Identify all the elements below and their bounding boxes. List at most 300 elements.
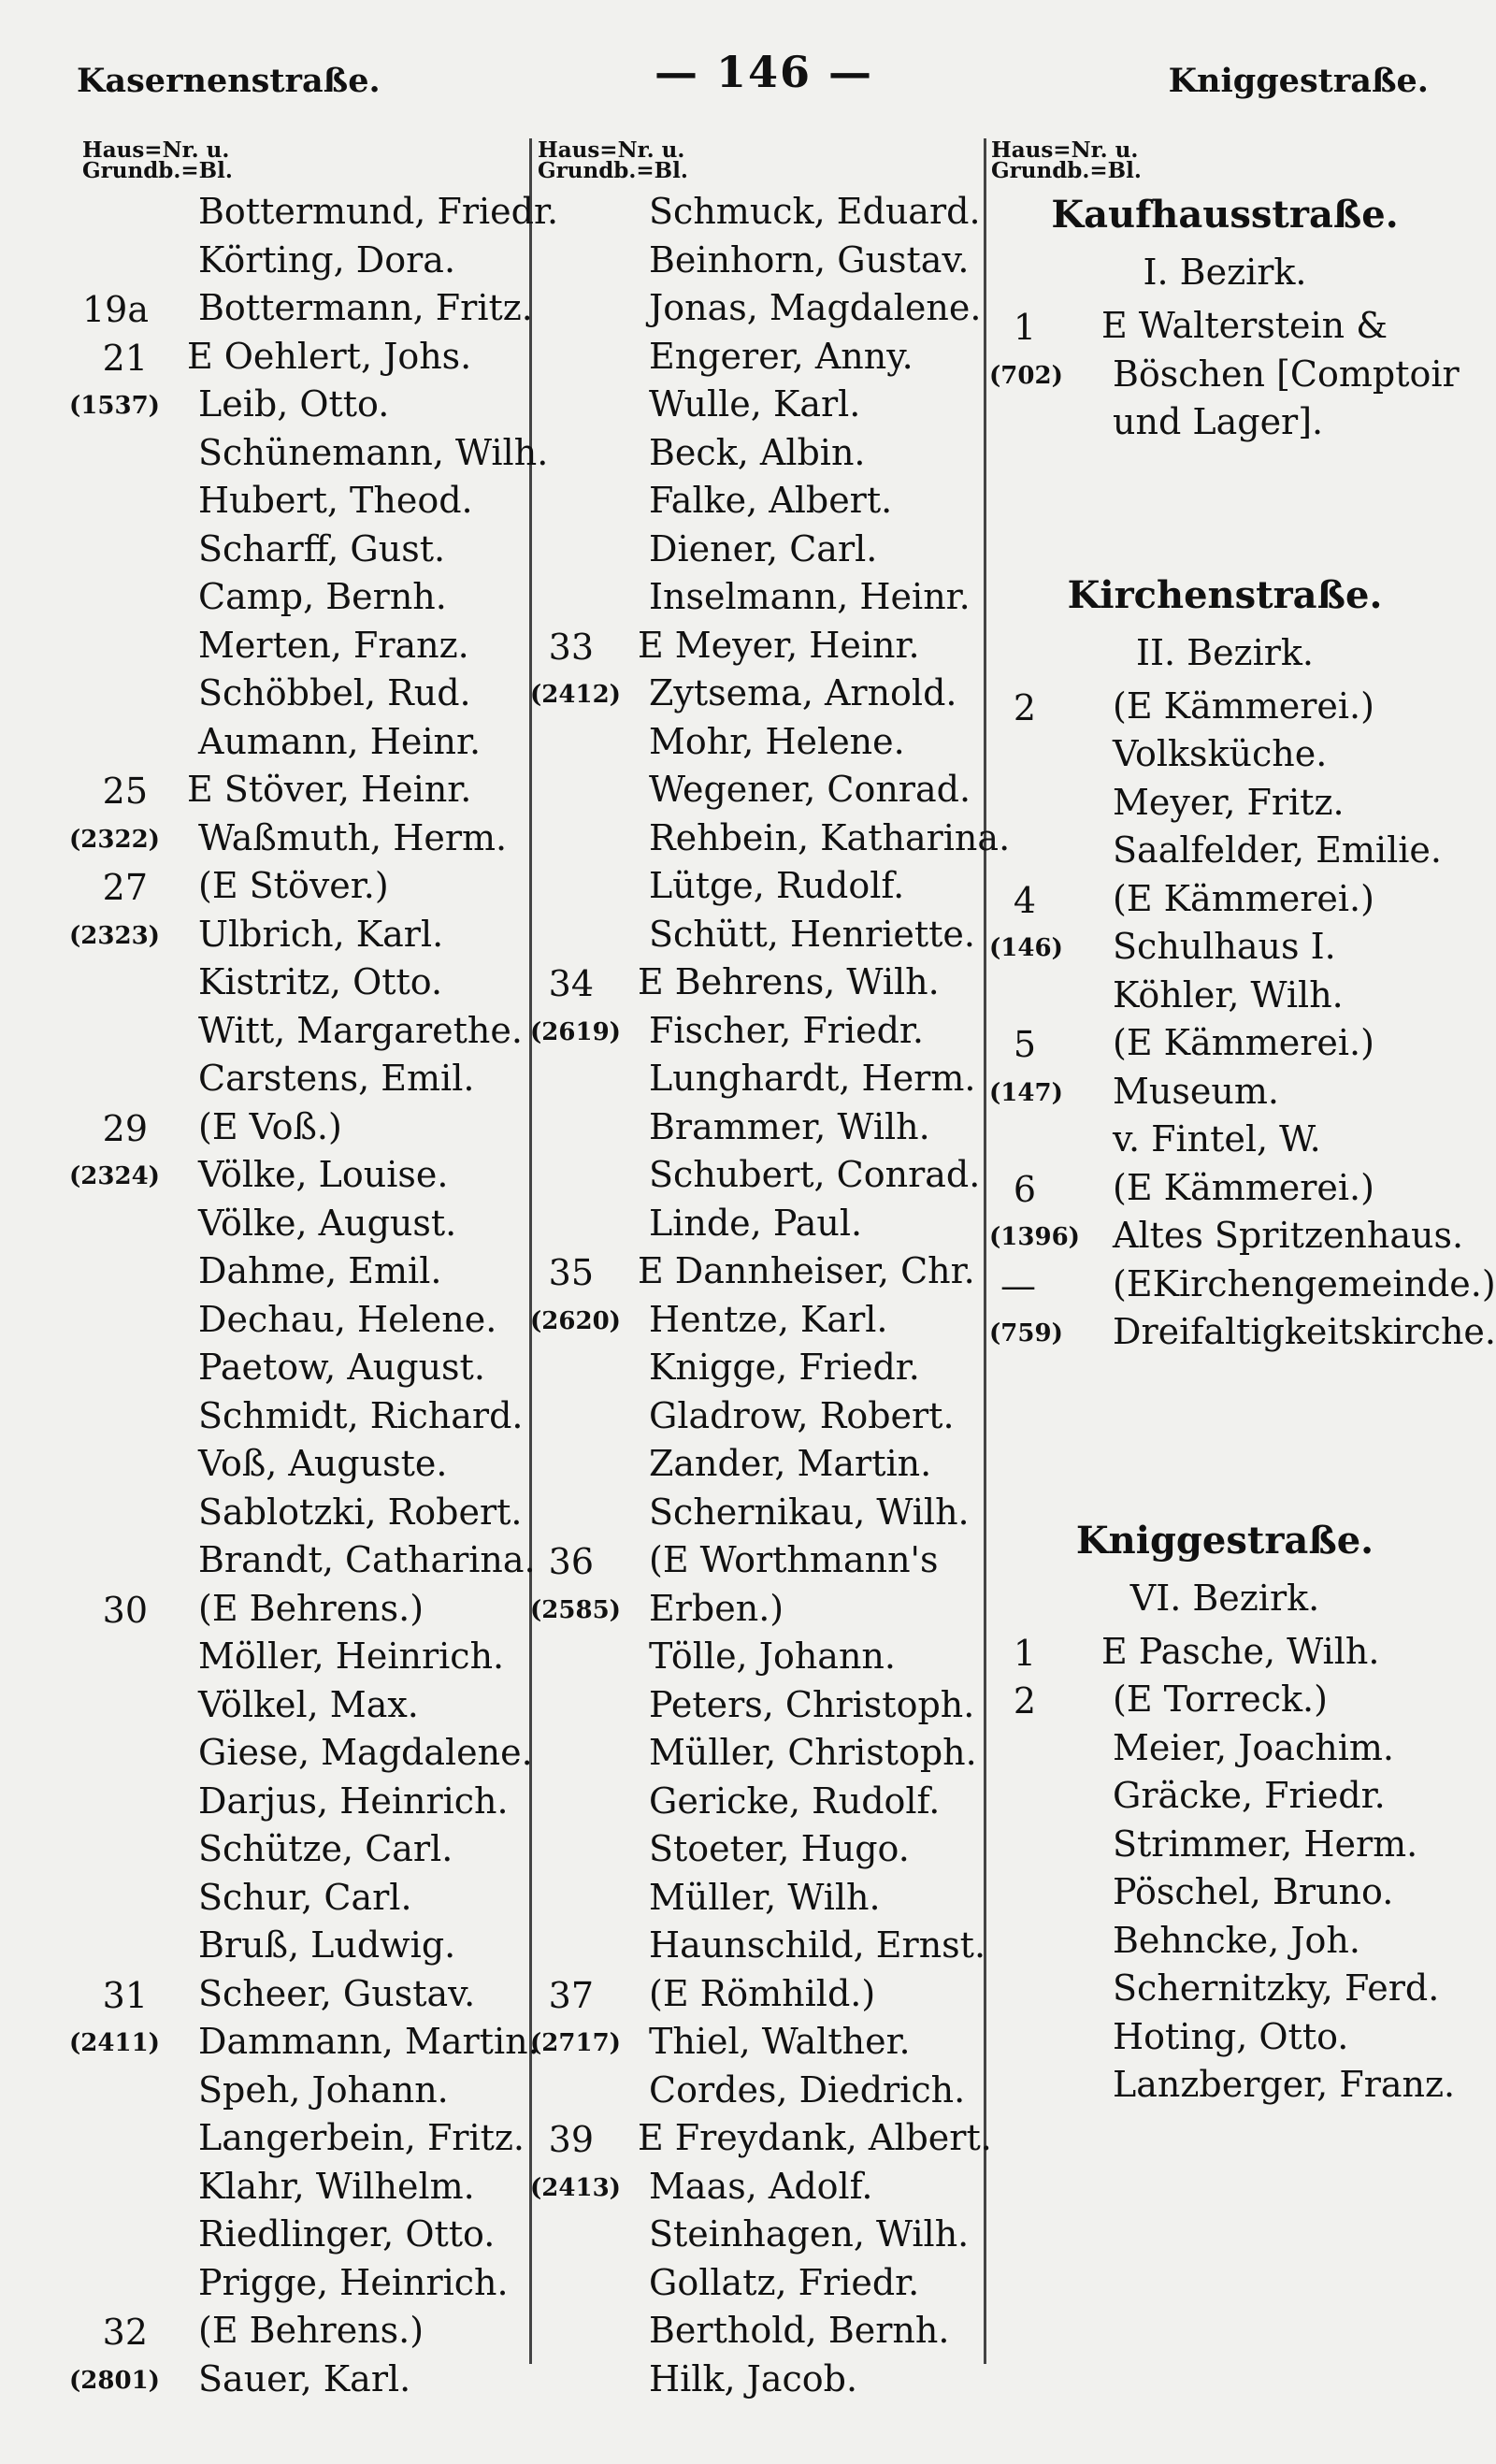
district-heading: I. Bezirk.	[1143, 252, 1307, 293]
directory-entry	[82, 523, 526, 571]
name-text: Witt, Margarethe.	[198, 1009, 523, 1051]
resident-name	[187, 191, 558, 232]
directory-entry	[538, 281, 982, 330]
directory-entry	[82, 330, 526, 379]
resident-name	[638, 2069, 965, 2111]
name-text: Brandt, Catharina.	[198, 1539, 536, 1580]
directory-entry	[538, 523, 982, 571]
directory-entry	[538, 2064, 982, 2112]
resident-name	[187, 239, 455, 281]
directory-entry	[82, 2160, 526, 2209]
resident-name	[187, 1539, 536, 1580]
directory-entry	[530, 2160, 982, 2209]
name-text: Engerer, Anny.	[649, 335, 913, 377]
resident-name	[638, 336, 913, 377]
grundbuch-number: (2801)	[69, 2366, 160, 2395]
resident-name	[187, 1154, 448, 1195]
resident-name	[638, 2021, 911, 2062]
resident-name	[187, 2358, 410, 2399]
name-text: Prigge, Heinrich.	[198, 2261, 509, 2303]
resident-name	[1101, 1167, 1374, 1208]
resident-name	[1101, 1775, 1386, 1816]
resident-name	[187, 2069, 449, 2111]
resident-name	[638, 432, 866, 473]
resident-name	[638, 1250, 975, 1291]
entry-list	[530, 185, 1011, 2400]
name-text: Riedlinger, Otto.	[198, 2213, 496, 2255]
grundbuch-number: (2322)	[69, 825, 160, 854]
name-text: und Lager].	[1113, 401, 1324, 442]
column-header-line2: Grundb.=Bl.	[538, 158, 688, 183]
name-text: Strimmer, Herm.	[1113, 1823, 1418, 1865]
directory-entry	[82, 426, 549, 475]
resident-name	[638, 383, 860, 425]
resident-name	[638, 287, 981, 328]
name-text: Gräcke, Friedr.	[1113, 1775, 1386, 1816]
resident-name	[1101, 685, 1374, 727]
directory-entry	[991, 1962, 1459, 2010]
page-number: — 146 —	[654, 47, 874, 97]
name-text: Wulle, Karl.	[649, 383, 861, 425]
name-text: Steinhagen, Wilh.	[649, 2213, 970, 2255]
grundbuch-number: (2717)	[530, 2029, 621, 2057]
name-text: Brammer, Wilh.	[649, 1105, 930, 1147]
resident-name	[187, 287, 533, 328]
directory-entry	[538, 956, 982, 1004]
name-text: Schütt, Henriette.	[649, 913, 975, 955]
owner-marker: E	[187, 769, 213, 810]
name-text: Cordes, Diedrich.	[649, 2068, 966, 2111]
name-text: Tölle, Johann.	[649, 1635, 896, 1677]
directory-entry	[538, 570, 982, 619]
directory-entry	[538, 1679, 982, 1727]
resident-name	[187, 914, 443, 955]
house-number: 2	[1013, 686, 1036, 728]
name-text: Linde, Paul.	[649, 1202, 863, 1244]
resident-name	[187, 1058, 474, 1099]
directory-entry	[82, 1679, 526, 1727]
resident-name	[1101, 353, 1460, 395]
name-text: Dechau, Helene.	[198, 1298, 497, 1340]
directory-entry	[82, 2304, 526, 2353]
name-text: Bottermann, Fritz.	[198, 287, 533, 328]
resident-name	[1101, 305, 1388, 346]
name-text: Dreifaltigkeitskirche.	[1113, 1311, 1496, 1352]
house-number: 34	[548, 963, 594, 1004]
resident-name	[1101, 1727, 1394, 1768]
name-text: Schöbbel, Rud.	[198, 672, 471, 713]
name-text: Museum.	[1113, 1070, 1279, 1112]
name-text: Völke, August.	[198, 1202, 457, 1244]
name-text: Hubert, Theod.	[198, 480, 473, 521]
resident-name	[638, 576, 971, 617]
owner-marker: E	[1101, 1630, 1128, 1672]
resident-name	[1101, 733, 1327, 774]
name-text: Camp, Bernh.	[198, 576, 447, 617]
name-text: Oehlert, Johs.	[223, 335, 472, 377]
directory-entry	[69, 378, 526, 426]
directory-entry	[991, 920, 1459, 969]
resident-name	[638, 1106, 930, 1147]
name-text: Hilk, Jacob.	[649, 2357, 858, 2399]
directory-entry	[991, 824, 1459, 872]
directory-entry	[538, 1148, 982, 1197]
name-text: (E Kämmerei.)	[1113, 1022, 1374, 1063]
directory-entry	[538, 763, 982, 812]
directory-entry	[530, 2015, 982, 2064]
directory-entry	[991, 1258, 1496, 1306]
directory-entry	[530, 1004, 982, 1053]
directory-entry	[989, 1209, 1464, 1258]
directory-entry	[82, 956, 526, 1004]
resident-name	[1101, 974, 1344, 1016]
directory-entry	[538, 2353, 982, 2401]
directory-entry	[82, 1486, 526, 1535]
name-text: Zytsema, Arnold.	[649, 672, 957, 713]
owner-marker: E	[187, 335, 213, 377]
directory-entry	[991, 1625, 1459, 1674]
directory-entry	[82, 1293, 526, 1342]
resident-name	[638, 1973, 875, 2014]
resident-name	[638, 239, 969, 281]
resident-name	[638, 1395, 955, 1436]
name-text: Stoeter, Hugo.	[649, 1828, 910, 1869]
resident-name	[187, 1395, 523, 1436]
directory-entry	[530, 667, 982, 715]
name-text: Möller, Heinrich.	[198, 1635, 505, 1677]
running-head-left: Kasernenstraße.	[77, 62, 381, 100]
street-section	[989, 566, 1496, 1354]
name-text: Meyer, Heinr.	[674, 624, 920, 666]
directory-entry	[538, 1919, 986, 1967]
directory-entry	[991, 1113, 1459, 1161]
house-number: 27	[102, 867, 148, 908]
house-number: 35	[548, 1252, 594, 1293]
name-text: Diener, Carl.	[649, 527, 878, 569]
grundbuch-number: (2585)	[530, 1595, 621, 1624]
directory-entry	[82, 1726, 533, 1775]
resident-name	[638, 191, 981, 232]
directory-entry	[82, 2256, 526, 2305]
directory-entry	[538, 1775, 982, 1823]
name-text: Behrens, Wilh.	[674, 961, 940, 1002]
name-text: Freydank, Albert.	[674, 2117, 992, 2158]
grundbuch-number: (2620)	[530, 1306, 621, 1335]
grundbuch-number: (2411)	[69, 2029, 160, 2057]
directory-entry	[82, 1004, 526, 1053]
house-number: 36	[548, 1541, 594, 1582]
grundbuch-number: (1396)	[989, 1223, 1080, 1251]
directory-entry	[82, 570, 526, 619]
directory-entry	[82, 1101, 526, 1149]
house-number: 25	[102, 771, 148, 812]
directory-entry	[82, 1245, 526, 1293]
directory-entry	[82, 763, 526, 812]
name-text: (E Römhild.)	[649, 1972, 876, 2014]
resident-name	[638, 1154, 980, 1195]
resident-name	[1101, 1823, 1417, 1865]
resident-name	[1101, 1311, 1496, 1352]
directory-entry	[82, 1967, 526, 2016]
resident-name	[638, 1203, 862, 1244]
directory-entry	[538, 1967, 982, 2016]
directory-entry	[991, 1769, 1459, 1818]
resident-name	[638, 1684, 974, 1725]
resident-name	[1101, 1871, 1393, 1912]
name-text: Klahr, Wilhelm.	[198, 2165, 475, 2207]
directory-entry	[538, 234, 982, 282]
directory-entry	[991, 1914, 1459, 1963]
directory-entry	[538, 185, 982, 234]
directory-entry	[82, 2064, 526, 2112]
directory-entry	[82, 1775, 526, 1823]
directory-entry	[989, 1305, 1496, 1354]
name-text: Behncke, Joh.	[1113, 1919, 1360, 1961]
name-text: (EKirchengemeinde.)	[1113, 1262, 1496, 1304]
name-text: Lunghardt, Herm.	[649, 1058, 976, 1099]
name-text: Scheer, Gustav.	[198, 1972, 476, 2014]
directory-entry	[538, 1823, 982, 1871]
name-text: Schur, Carl.	[198, 1876, 412, 1918]
name-text: Köhler, Wilh.	[1113, 973, 1344, 1016]
name-text: Wegener, Conrad.	[649, 769, 971, 810]
directory-entry	[991, 1722, 1459, 1770]
directory-entry	[991, 1065, 1459, 1114]
name-text: Maas, Adolf.	[649, 2165, 873, 2207]
directory-entry	[82, 1437, 526, 1486]
resident-name	[638, 914, 975, 955]
resident-name	[638, 2310, 949, 2351]
name-text: Schütze, Carl.	[198, 1828, 453, 1869]
resident-name	[1101, 829, 1442, 871]
directory-entry	[538, 2111, 992, 2160]
name-text: Schernitzky, Ferd.	[1113, 1967, 1440, 2009]
directory-entry	[82, 1871, 526, 1920]
name-text: (E Behrens.)	[198, 2310, 424, 2351]
resident-name	[1101, 782, 1345, 823]
directory-entry	[82, 859, 526, 908]
column-middle	[530, 137, 1011, 2400]
resident-name	[1101, 2064, 1455, 2105]
directory-entry	[538, 619, 982, 668]
name-text: Falke, Albert.	[649, 480, 893, 521]
resident-name	[638, 1491, 970, 1533]
resident-name	[1101, 1263, 1496, 1304]
resident-name	[187, 1635, 504, 1677]
grundbuch-number: (1537)	[69, 392, 160, 420]
resident-name	[1101, 1920, 1360, 1961]
district-heading: II. Bezirk.	[1135, 631, 1315, 673]
house-number: 5	[1013, 1024, 1036, 1065]
resident-name	[187, 528, 445, 569]
directory-entry	[991, 1866, 1459, 1914]
name-text: Voß, Auguste.	[198, 1443, 448, 1484]
name-text: Altes Spritzenhaus.	[1113, 1215, 1464, 1256]
name-text: Gericke, Rudolf.	[649, 1780, 941, 1822]
directory-entry	[538, 2304, 982, 2353]
resident-name	[187, 1010, 523, 1051]
name-text: Darjus, Heinrich.	[198, 1780, 509, 1822]
directory-entry	[991, 1818, 1459, 1866]
resident-name	[187, 2310, 424, 2351]
resident-name	[638, 1877, 881, 1918]
house-number: 31	[102, 1974, 148, 2016]
name-text: Dahme, Emil.	[198, 1250, 442, 1291]
name-text: (E Kämmerei.)	[1113, 1166, 1374, 1208]
street-section	[991, 185, 1459, 444]
directory-entry	[82, 185, 559, 234]
directory-entry	[991, 872, 1459, 921]
name-text: Sauer, Karl.	[198, 2357, 411, 2399]
directory-entry	[538, 2208, 982, 2256]
name-text: (E Torreck.)	[1113, 1679, 1328, 1720]
resident-name	[187, 1732, 533, 1773]
name-text: Völkel, Max.	[198, 1683, 419, 1725]
directory-entry	[538, 812, 1011, 860]
resident-name	[187, 383, 389, 425]
name-text: Mohr, Helene.	[649, 720, 905, 762]
house-number: 29	[102, 1107, 148, 1149]
column-header-line1: Haus=Nr. u.	[991, 137, 1139, 163]
name-text: Jonas, Magdalene.	[649, 287, 982, 328]
name-text: Körting, Dora.	[198, 238, 456, 281]
resident-name	[638, 625, 920, 666]
name-text: Walterstein &	[1138, 305, 1388, 346]
resident-name	[187, 1684, 419, 1725]
resident-name	[638, 2358, 857, 2399]
directory-entry	[538, 1341, 982, 1390]
resident-name	[187, 672, 471, 713]
resident-name	[187, 1780, 509, 1822]
owner-marker: E	[638, 1250, 664, 1291]
directory-entry	[530, 1293, 982, 1342]
resident-name	[638, 1924, 985, 1966]
resident-name	[638, 2262, 919, 2303]
resident-name	[187, 625, 469, 666]
grundbuch-number: (2412)	[530, 681, 621, 709]
resident-name	[187, 865, 389, 906]
directory-entry	[991, 776, 1459, 825]
grundbuch-number: (2619)	[530, 1017, 621, 1046]
name-text: Kistritz, Otto.	[198, 961, 443, 1002]
directory-entry	[82, 715, 526, 764]
column-header	[991, 137, 1459, 185]
resident-name	[187, 721, 481, 762]
directory-entry	[82, 234, 526, 282]
column-rule	[984, 138, 986, 2364]
directory-entry	[538, 908, 982, 957]
directory-entry	[538, 1534, 982, 1582]
column-header-line2: Grundb.=Bl.	[82, 158, 233, 183]
name-text: Schünemann, Wilh.	[198, 431, 549, 473]
resident-name	[638, 672, 957, 713]
directory-entry	[538, 715, 982, 764]
directory-entry	[991, 396, 1459, 444]
running-head-right: Kniggestraße.	[1168, 62, 1429, 100]
name-text: Paetow, August.	[198, 1347, 485, 1388]
directory-entry	[82, 2111, 526, 2160]
directory-entry	[82, 667, 526, 715]
name-text: Lanzberger, Franz.	[1113, 2064, 1456, 2105]
directory-entry	[82, 1823, 526, 1871]
name-text: (E Worthmann's	[649, 1539, 939, 1580]
name-text: Böschen [Comptoir	[1113, 353, 1460, 395]
resident-name	[187, 2262, 509, 2303]
column-header-line2: Grundb.=Bl.	[991, 158, 1142, 183]
resident-name	[1101, 1679, 1328, 1720]
house-number: 2	[1013, 1680, 1036, 1722]
directory-entry	[82, 1630, 526, 1679]
house-number: 37	[548, 1974, 594, 2016]
directory-entry	[82, 619, 526, 668]
grundbuch-number: (147)	[989, 1078, 1063, 1107]
resident-name	[187, 432, 548, 473]
directory-entry	[991, 299, 1459, 348]
name-text: Volksküche.	[1113, 733, 1328, 774]
column-header	[538, 137, 982, 185]
directory-entry	[991, 2010, 1459, 2059]
directory-entry	[82, 1582, 526, 1631]
resident-name	[638, 865, 904, 906]
resident-name	[638, 1732, 977, 1773]
directory-entry	[538, 859, 982, 908]
directory-entry	[69, 812, 526, 860]
resident-name	[187, 1347, 485, 1388]
resident-name	[187, 817, 507, 858]
name-text: Stöver, Heinr.	[223, 769, 472, 810]
resident-name	[638, 1443, 931, 1484]
column-header-line1: Haus=Nr. u.	[538, 137, 685, 163]
resident-name	[638, 1588, 784, 1629]
name-text: Merten, Franz.	[198, 624, 469, 666]
house-number: 32	[102, 2312, 148, 2353]
name-text: Saalfelder, Emilie.	[1113, 829, 1442, 871]
street-heading: Kirchenstraße.	[1067, 572, 1383, 617]
name-text: (E Voß.)	[198, 1105, 342, 1147]
resident-name	[638, 1347, 920, 1388]
column-left	[69, 137, 559, 2400]
directory-entry	[82, 1052, 526, 1101]
resident-name	[187, 1491, 523, 1533]
name-text: Gladrow, Robert.	[649, 1394, 955, 1436]
directory-entry	[530, 1582, 982, 1631]
resident-name	[187, 1924, 455, 1966]
directory-entry	[538, 1390, 982, 1438]
resident-name	[1101, 1967, 1439, 2009]
column-right	[989, 137, 1496, 2107]
name-text: Müller, Wilh.	[649, 1876, 881, 1918]
directory-entry	[69, 2353, 526, 2401]
name-text: Leib, Otto.	[198, 383, 390, 425]
resident-name	[1101, 878, 1374, 919]
resident-name	[638, 1828, 910, 1869]
name-text: Carstens, Emil.	[198, 1058, 475, 1099]
name-text: Schulhaus I.	[1113, 926, 1336, 967]
resident-name	[187, 961, 442, 1002]
name-text: (E Behrens.)	[198, 1587, 424, 1629]
directory-entry	[538, 1197, 982, 1246]
directory-entry	[538, 1726, 982, 1775]
name-text: Ulbrich, Karl.	[198, 913, 444, 955]
resident-name	[187, 1203, 456, 1244]
name-text: Schernikau, Wilh.	[649, 1491, 970, 1533]
name-text: Schubert, Conrad.	[649, 1154, 981, 1195]
resident-name	[638, 1010, 924, 1051]
resident-name	[638, 1635, 896, 1677]
resident-name	[187, 2213, 495, 2255]
resident-name	[187, 480, 473, 521]
name-text: Völke, Louise.	[198, 1154, 449, 1195]
